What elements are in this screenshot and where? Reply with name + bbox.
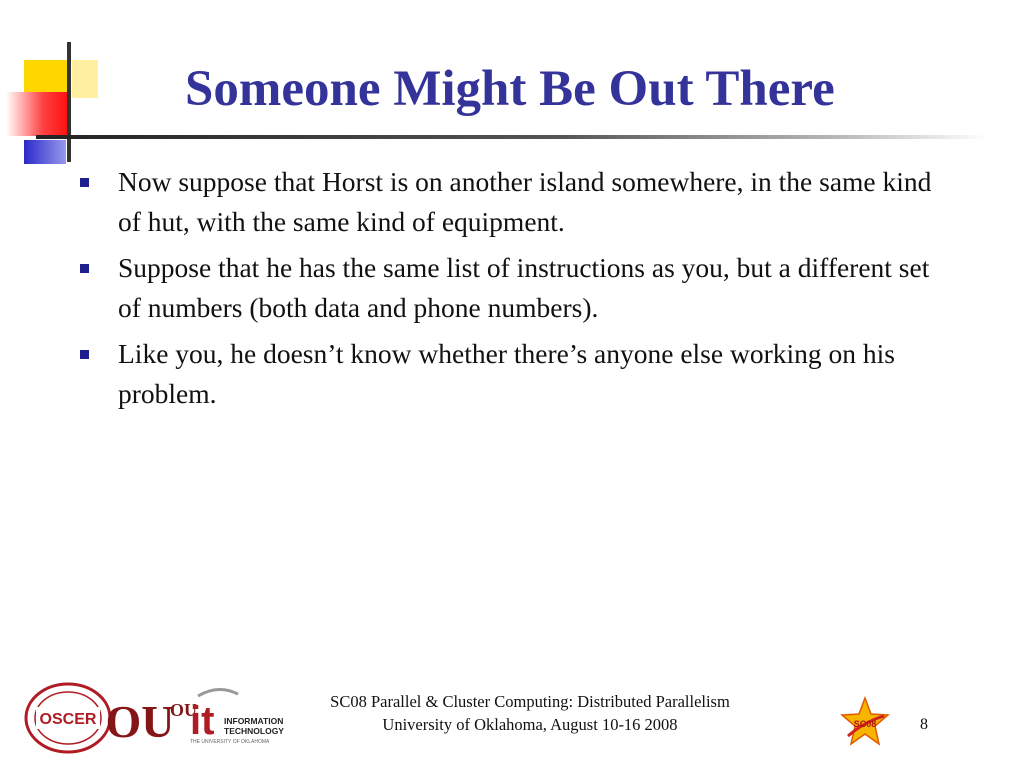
square-bullet-icon	[80, 264, 89, 273]
svg-text:TECHNOLOGY: TECHNOLOGY	[224, 726, 284, 736]
bullet-text: Suppose that he has the same list of instructions as you, but a different set of numbers (both data and phone numbers).	[118, 252, 930, 323]
sc08-logo	[840, 696, 890, 748]
bullet-item	[75, 248, 955, 328]
square-bullet-icon	[80, 350, 89, 359]
deco-blue-square	[24, 140, 66, 164]
svg-text:OU: OU	[105, 696, 175, 747]
corner-decoration	[0, 0, 110, 170]
svg-text:OSCER: OSCER	[39, 711, 97, 728]
svg-text:THE UNIVERSITY OF OKLAHOMA: THE UNIVERSITY OF OKLAHOMA	[190, 739, 270, 745]
bullet-list	[75, 162, 955, 420]
svg-text:OU: OU	[170, 700, 197, 720]
bullet-item	[75, 162, 955, 242]
svg-text:SC08: SC08	[853, 719, 877, 729]
footer-line-2: University of Oklahoma, August 10-16 2008	[382, 715, 678, 734]
slide-number: 8	[920, 716, 928, 733]
svg-text:it: it	[190, 699, 215, 743]
oscer-logo	[22, 680, 114, 758]
bullet-item	[75, 334, 955, 414]
deco-vertical-line	[67, 42, 71, 162]
footer-line-1: SC08 Parallel & Cluster Computing: Distributed Parallelism	[330, 692, 730, 711]
square-bullet-icon	[80, 178, 89, 187]
deco-red-square	[6, 92, 68, 136]
footer-text	[260, 690, 800, 736]
slide-title: Someone Might Be Out There	[185, 61, 835, 117]
title-underline	[36, 135, 988, 139]
bullet-text: Now suppose that Horst is on another island somewhere, in the same kind of hut, with the same kind of equipment.	[118, 166, 932, 237]
ou-logo	[105, 685, 175, 749]
svg-text:INFORMATION: INFORMATION	[224, 716, 284, 726]
bullet-text: Like you, he doesn’t know whether there’s anyone else working on his problem.	[118, 338, 895, 409]
